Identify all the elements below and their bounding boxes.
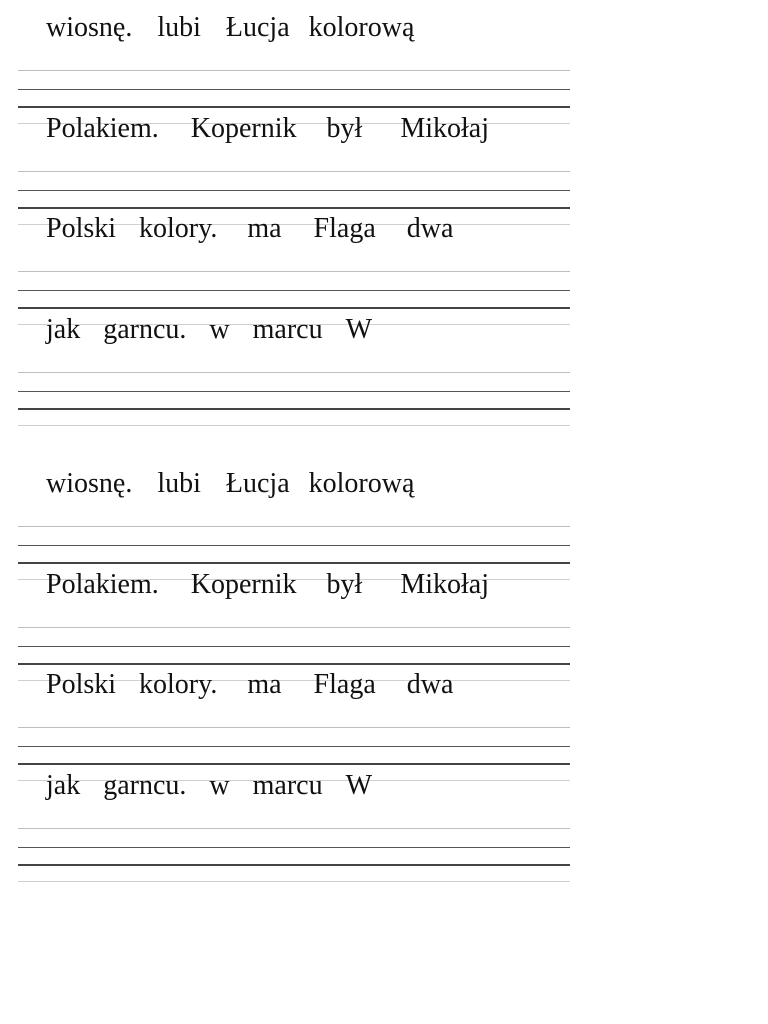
writing-line-guide: [18, 526, 570, 527]
word: w: [209, 314, 230, 345]
word: Polakiem.: [46, 113, 159, 144]
writing-line-guide: [18, 70, 570, 71]
writing-line-guide: [18, 425, 570, 426]
writing-line-base: [18, 864, 570, 866]
word: kolorową: [308, 468, 415, 499]
word: marcu: [252, 314, 323, 345]
word: był: [326, 113, 363, 144]
word: Flaga: [313, 213, 376, 244]
writing-line-guide: [18, 627, 570, 628]
word: Kopernik: [190, 569, 297, 600]
word: Polakiem.: [46, 569, 159, 600]
word: dwa: [406, 213, 454, 244]
word: Polski: [46, 669, 117, 700]
writing-line-guide: [18, 881, 570, 882]
word: garncu.: [103, 314, 187, 345]
word: Łucja: [225, 468, 290, 499]
word: ma: [247, 669, 282, 700]
writing-line-guide: [18, 727, 570, 728]
task-2: [0, 557, 768, 659]
word: jak: [46, 314, 81, 345]
word: Łucja: [225, 12, 290, 43]
scrambled-sentence: [46, 466, 414, 502]
word: Mikołaj: [400, 113, 489, 144]
word: Kopernik: [190, 113, 297, 144]
writing-line-mid: [18, 746, 570, 747]
scrambled-sentence: [46, 10, 414, 46]
task-1: [0, 456, 768, 558]
writing-line-mid: [18, 391, 570, 392]
writing-line-mid: [18, 190, 570, 191]
writing-line-mid: [18, 89, 570, 90]
writing-line-guide: [18, 372, 570, 373]
scrambled-sentence: [46, 567, 489, 603]
word: kolory.: [139, 669, 218, 700]
word: W: [345, 314, 373, 345]
word: Flaga: [313, 669, 376, 700]
word: był: [326, 569, 363, 600]
word: lubi: [157, 468, 201, 499]
task-1: [0, 0, 768, 102]
scrambled-sentence: [46, 667, 453, 703]
word: wiosnę.: [46, 468, 133, 499]
word: Mikołaj: [400, 569, 489, 600]
word: ma: [247, 213, 282, 244]
word: Polski: [46, 213, 117, 244]
word: kolorową: [308, 12, 415, 43]
task-2: [0, 101, 768, 203]
scrambled-sentence: [46, 768, 372, 804]
writing-line-guide: [18, 828, 570, 829]
word: jak: [46, 770, 81, 801]
writing-line-mid: [18, 545, 570, 546]
word: marcu: [252, 770, 323, 801]
word: w: [209, 770, 230, 801]
word: wiosnę.: [46, 12, 133, 43]
word: kolory.: [139, 213, 218, 244]
scrambled-sentence: [46, 111, 489, 147]
word: lubi: [157, 12, 201, 43]
task-4: [0, 758, 768, 860]
task-4: [0, 302, 768, 404]
writing-line-mid: [18, 646, 570, 647]
writing-line-base: [18, 408, 570, 410]
writing-line-mid: [18, 847, 570, 848]
writing-line-mid: [18, 290, 570, 291]
word: dwa: [406, 669, 454, 700]
writing-line-guide: [18, 171, 570, 172]
scrambled-sentence: [46, 211, 453, 247]
word: W: [345, 770, 373, 801]
scrambled-sentence: [46, 312, 372, 348]
task-3: [0, 657, 768, 759]
task-3: [0, 201, 768, 303]
writing-line-guide: [18, 271, 570, 272]
word: garncu.: [103, 770, 187, 801]
